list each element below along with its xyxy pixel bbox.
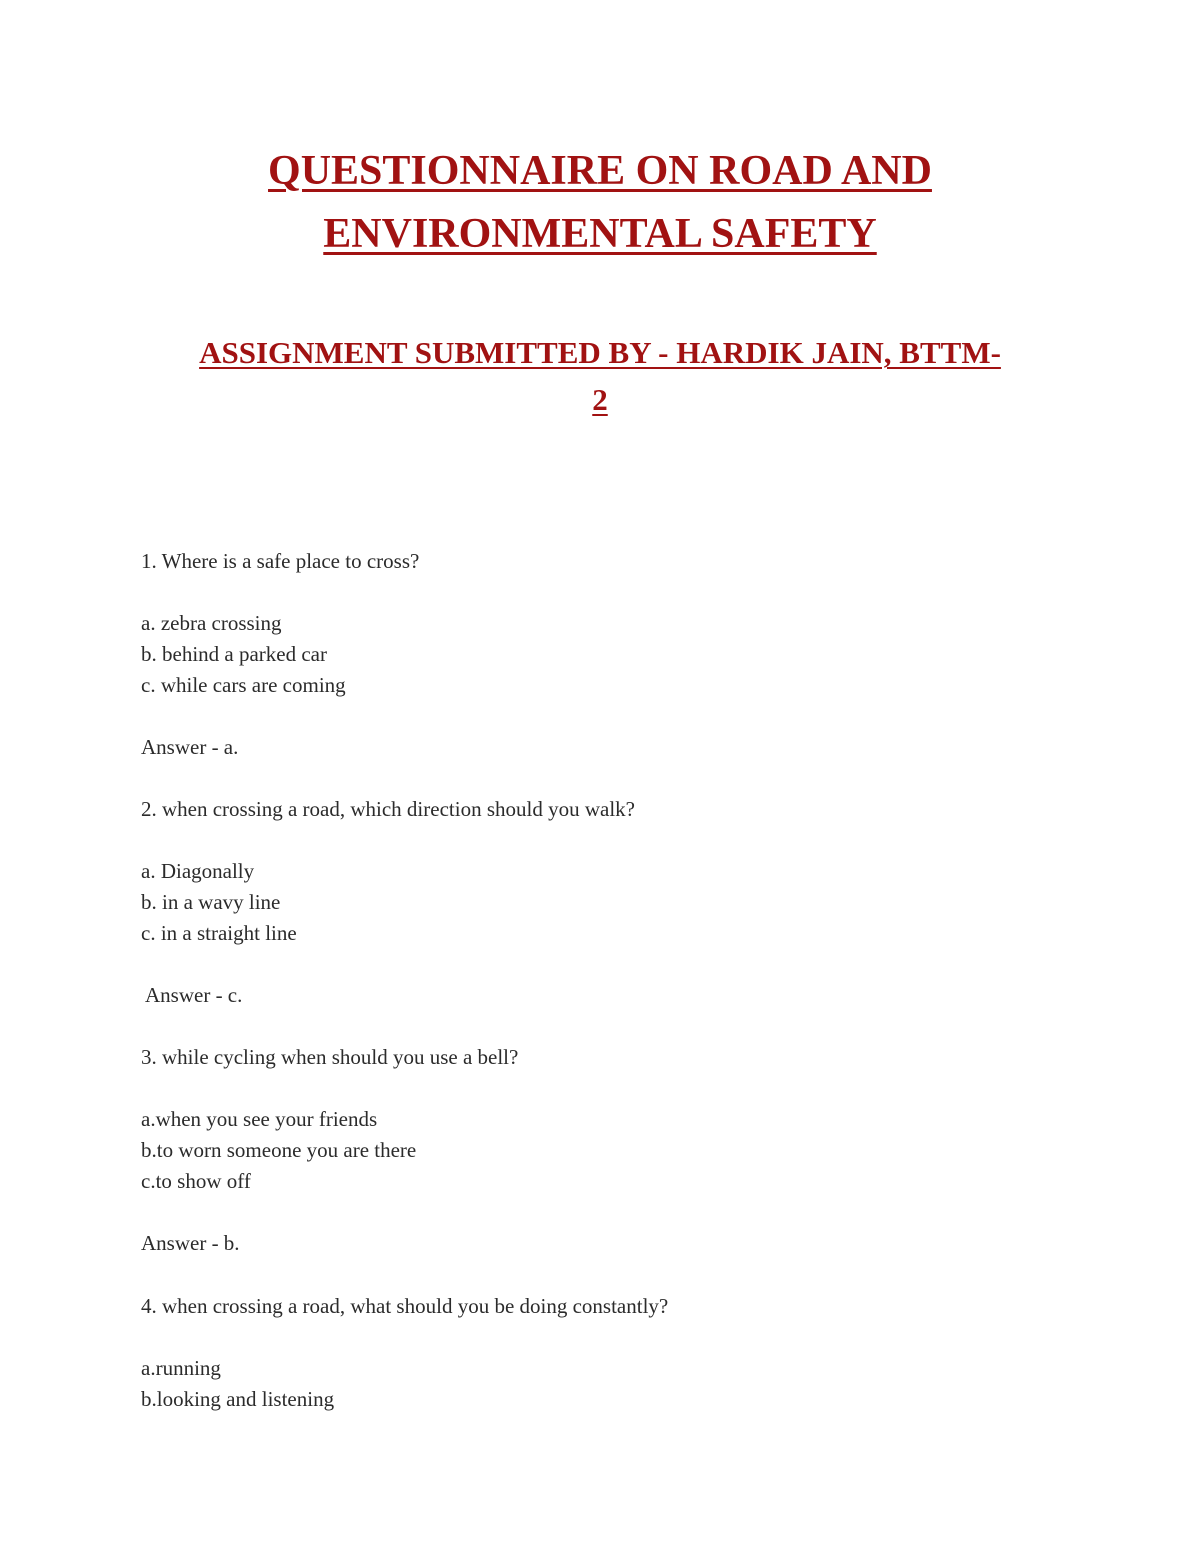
question-2: 2. when crossing a road, which direction should you walk? [141, 797, 635, 821]
question-1: 1. Where is a safe place to cross? [141, 549, 420, 573]
question-3-option-a: a.when you see your friends [141, 1107, 378, 1131]
subtitle-line-2: 2 [592, 382, 608, 417]
title-line-1: QUESTIONNAIRE ON ROAD AND [268, 148, 932, 194]
document-title [0, 140, 1200, 266]
question-1-answer: Answer - a. [141, 735, 239, 759]
document-subtitle [140, 329, 1060, 423]
title-line-2: ENVIRONMENTAL SAFETY [323, 211, 877, 257]
question-3-option-b: b.to worn someone you are there [141, 1138, 417, 1162]
subtitle-line-1: ASSIGNMENT SUBMITTED BY - HARDIK JAIN, BTTM- [199, 335, 1001, 370]
question-3-option-c: c.to show off [141, 1169, 251, 1193]
question-4-option-a: a.running [141, 1356, 221, 1380]
question-3-answer: Answer - b. [141, 1231, 240, 1255]
question-2-option-a: a. Diagonally [141, 859, 255, 883]
question-2-option-b: b. in a wavy line [141, 890, 281, 914]
question-4-option-b: b.looking and listening [141, 1387, 335, 1411]
question-3: 3. while cycling when should you use a bell? [141, 1045, 519, 1069]
question-1-option-c: c. while cars are coming [141, 673, 346, 697]
question-2-answer: Answer - c. [145, 983, 243, 1007]
question-2-option-c: c. in a straight line [141, 921, 297, 945]
question-1-option-b: b. behind a parked car [141, 642, 327, 666]
question-1-option-a: a. zebra crossing [141, 611, 282, 635]
question-4: 4. when crossing a road, what should you be doing constantly? [141, 1294, 669, 1318]
